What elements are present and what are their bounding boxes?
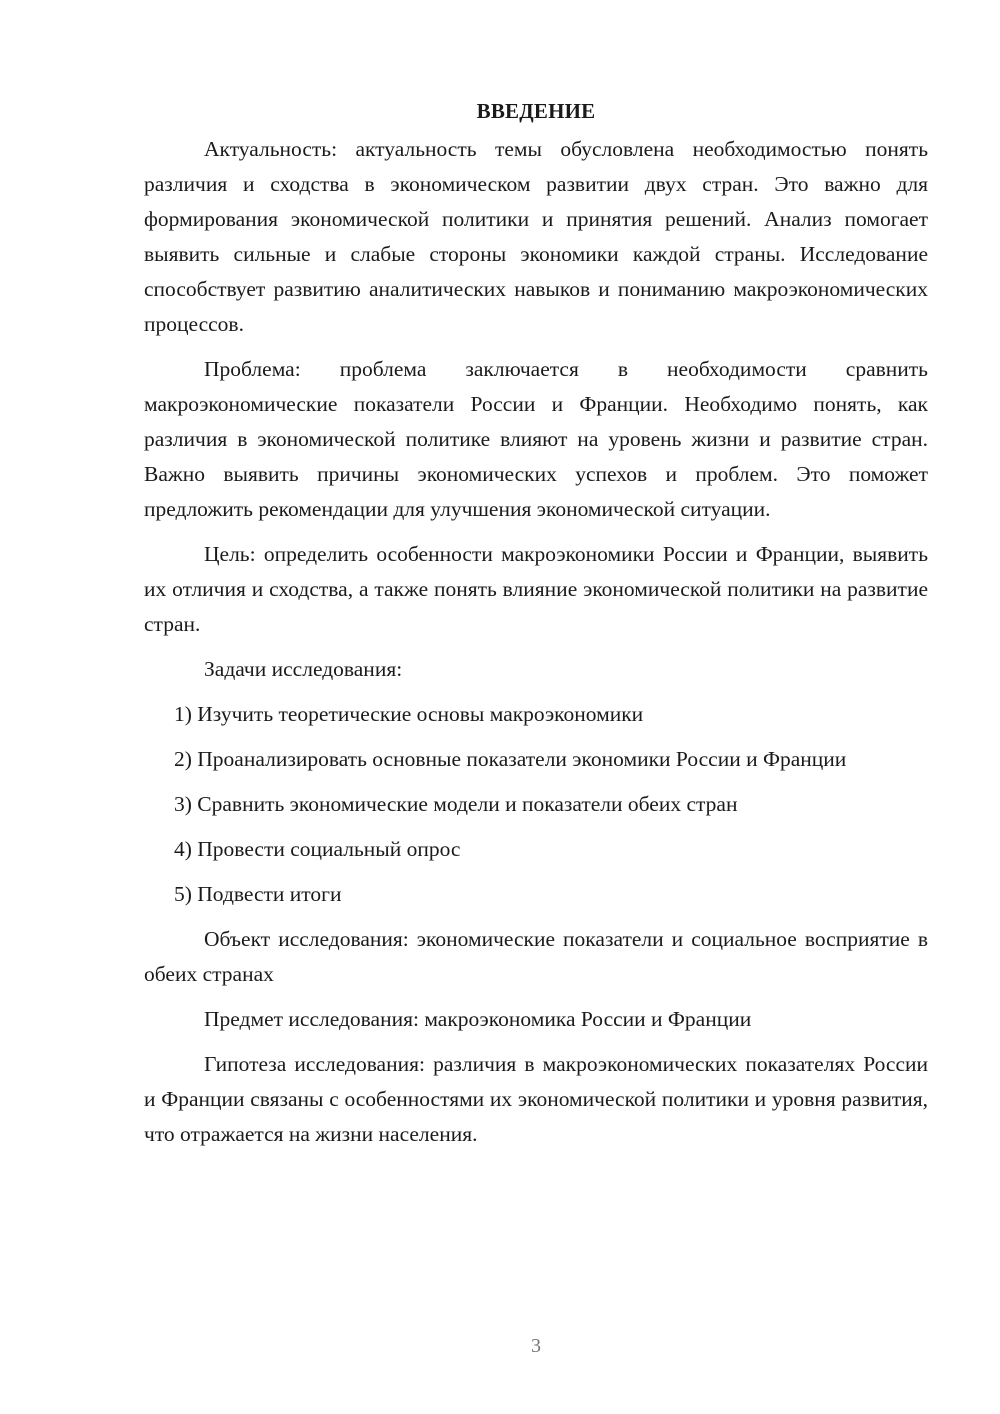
tasks-heading: Задачи исследования:: [204, 657, 403, 681]
task-item-1: 1) Изучить теоретические основы макроэкономики: [174, 702, 644, 726]
page-number: 3: [531, 1335, 541, 1357]
page-title: ВВЕДЕНИЕ: [476, 99, 596, 123]
text-column: [144, 96, 928, 1162]
tasks-list: [144, 697, 928, 912]
object-paragraph: Объект исследования: экономические показатели и социальное восприятие в обеих странах: [144, 927, 928, 986]
subject-paragraph: Предмет исследования: макроэкономика России и Франции: [204, 1007, 752, 1031]
task-item-2: 2) Проанализировать основные показатели экономики России и Франции: [174, 747, 847, 771]
relevance-paragraph: Актуальность: актуальность темы обусловлена необходимостью понять различия и сходства в экономическом развитии двух стран. Это важно для формирования экономической политики и принятия решений. Анализ помогает выявить сильные и слабые стороны экономики каждой страны. Исследование способствует развитию аналитических навыков и пониманию макроэкономических процессов.: [144, 137, 928, 336]
task-item-3: 3) Сравнить экономические модели и показатели обеих стран: [174, 792, 738, 816]
task-item-5: 5) Подвести итоги: [174, 882, 342, 906]
task-item-4: 4) Провести социальный опрос: [174, 837, 461, 861]
hypothesis-paragraph: Гипотеза исследования: различия в макроэкономических показателях России и Франции связаны с особенностями их экономической политики и уровня развития, что отражается на жизни населения.: [144, 1052, 928, 1146]
goal-paragraph: Цель: определить особенности макроэкономики России и Франции, выявить их отличия и сходства, а также понять влияние экономической политики на развитие стран.: [144, 542, 928, 636]
problem-paragraph: Проблема: проблема заключается в необходимости сравнить макроэкономические показатели России и Франции. Необходимо понять, как различия в экономической политике влияют на уровень жизни и развитие стран. Важно выявить причины экономических успехов и проблем. Это поможет предложить рекомендации для улучшения экономической ситуации.: [144, 357, 928, 521]
